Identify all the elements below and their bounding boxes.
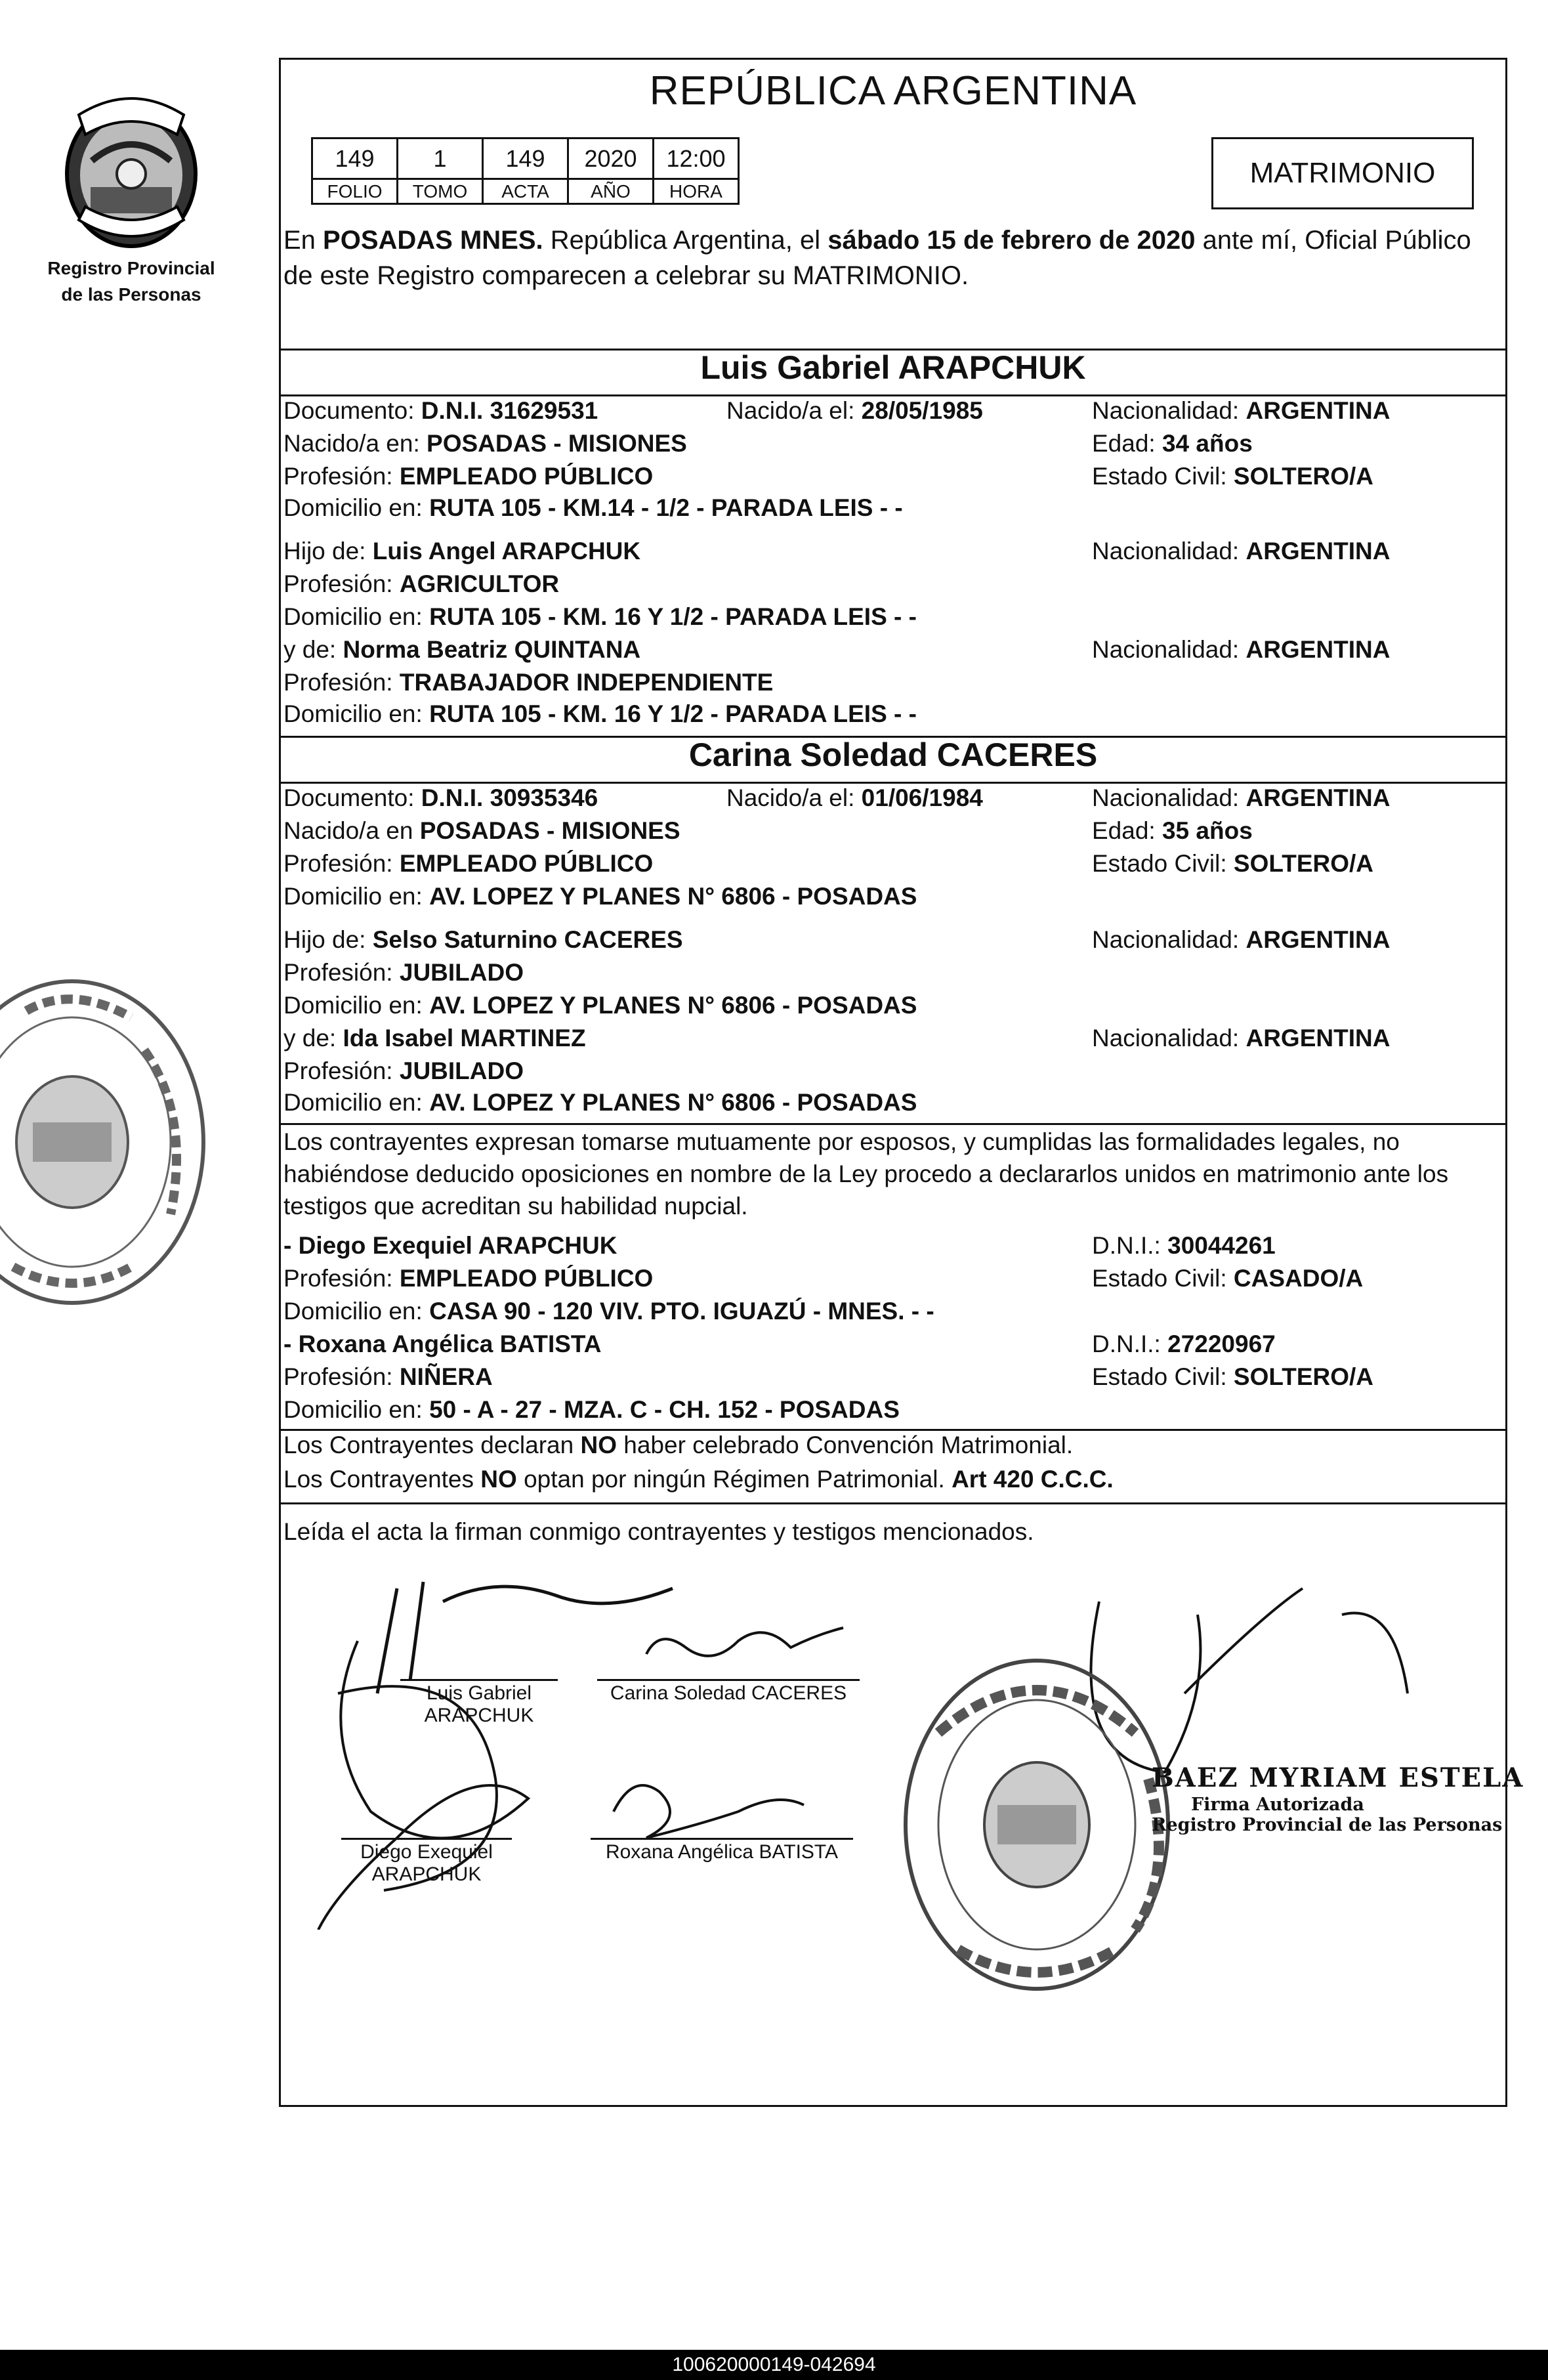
bride-name: Carina Soledad CACERES — [688, 736, 1098, 773]
groom-father-address: Domicilio en: RUTA 105 - KM. 16 Y 1/2 - PARADA LEIS - - — [283, 603, 917, 630]
witness-2-name-row: - Roxana Angélica BATISTA D.N.I.: 27220967 — [283, 1330, 1276, 1357]
logo-line-1: Registro Provincial — [47, 258, 215, 278]
groom-father-profession: Profesión: AGRICULTOR — [283, 570, 560, 597]
hour-value: 12:00 — [654, 138, 739, 179]
groom-signature: Luis Gabriel ARAPCHUK — [400, 1679, 558, 1727]
declaration-paragraph: Los contrayentes expresan tomarse mutuamente por esposos, y cumplidas las formalidades legales, no habiéndose deducido oposiciones en nombre de la Ley procedo a declararlos unidos en matrimonio ante los testigos que acreditan su habilidad nupcial. — [283, 1128, 1449, 1220]
bride-row-birthplace: Nacido/a en POSADAS - MISIONES Edad: 35 años — [283, 817, 1253, 844]
bride-signature: Carina Soledad CACERES — [597, 1679, 860, 1705]
groom-mother-profession: Profesión: TRABAJADOR INDEPENDIENTE — [283, 669, 774, 696]
regime-line: Los Contrayentes NO optan por ningún Régimen Patrimonial. Art 420 C.C.C. — [283, 1466, 1114, 1493]
bride-father-address: Domicilio en: AV. LOPEZ Y PLANES N° 6806 - POSADAS — [283, 992, 917, 1019]
folio-value: 149 — [312, 138, 398, 179]
witness-1-name-row: - Diego Exequiel ARAPCHUK D.N.I.: 30044261 — [283, 1232, 1276, 1259]
tomo-value: 1 — [398, 138, 483, 179]
groom-row-address: Domicilio en: RUTA 105 - KM.14 - 1/2 - PARADA LEIS - - — [283, 494, 903, 521]
bride-row-address: Domicilio en: AV. LOPEZ Y PLANES N° 6806 - POSADAS — [283, 883, 917, 910]
groom-row-birthplace: Nacido/a en: POSADAS - MISIONES Edad: 34 años — [283, 430, 1253, 457]
groom-father-row: Hijo de: Luis Angel ARAPCHUK Nacionalidad: ARGENTINA — [283, 538, 1391, 564]
groom-mother-address: Domicilio en: RUTA 105 - KM. 16 Y 1/2 - PARADA LEIS - - — [283, 700, 917, 727]
folio-label: FOLIO — [312, 179, 398, 204]
closing-line: Leída el acta la firman conmigo contrayentes y testigos mencionados. — [283, 1518, 1034, 1545]
bride-row-document: Documento: D.N.I. 30935346 Nacido/a el: 01/06/1984 Nacionalidad: ARGENTINA — [283, 784, 1391, 811]
witness-1-address-row: Domicilio en: CASA 90 - 120 VIV. PTO. IGUAZÚ - MNES. - - — [283, 1298, 934, 1325]
bride-mother-row: y de: Ida Isabel MARTINEZ Nacionalidad: ARGENTINA — [283, 1025, 1391, 1052]
year-label: AÑO — [568, 179, 654, 204]
witness-1-profession-row: Profesión: EMPLEADO PÚBLICO Estado Civil: CASADO/A — [283, 1265, 1364, 1292]
acta-label: ACTA — [483, 179, 568, 204]
act-type-box: MATRIMONIO — [1211, 137, 1474, 209]
document-barcode-footer: 100620000149-042694 — [0, 2350, 1548, 2380]
bride-father-row: Hijo de: Selso Saturnino CACERES Nacionalidad: ARGENTINA — [283, 926, 1391, 953]
year-value: 2020 — [568, 138, 654, 179]
official-registry-stamp — [899, 1654, 1175, 1995]
witness-2-profession-row: Profesión: NIÑERA Estado Civil: SOLTERO/A — [283, 1363, 1374, 1390]
intro-paragraph: En POSADAS MNES. República Argentina, el sábado 15 de febrero de 2020 ante mí, Oficial Público de este Registro comparecen a celebrar su MATRIMONIO. — [283, 226, 1471, 290]
bride-father-profession: Profesión: JUBILADO — [283, 959, 524, 986]
bride-mother-profession: Profesión: JUBILADO — [283, 1057, 524, 1084]
province-shield-icon — [52, 89, 210, 253]
divider — [281, 1502, 1505, 1504]
acta-value: 149 — [483, 138, 568, 179]
registry-numbers-table — [311, 137, 740, 205]
country-title: REPÚBLICA ARGENTINA — [649, 68, 1137, 114]
left-official-seal — [0, 958, 223, 1326]
divider — [281, 1123, 1505, 1125]
bride-mother-address: Domicilio en: AV. LOPEZ Y PLANES N° 6806 - POSADAS — [283, 1089, 917, 1116]
convention-line: Los Contrayentes declaran NO haber celebrado Convención Matrimonial. — [283, 1432, 1074, 1458]
witness-2-signature: Roxana Angélica BATISTA — [591, 1838, 853, 1863]
groom-row-profession: Profesión: EMPLEADO PÚBLICO Estado Civil: SOLTERO/A — [283, 463, 1374, 490]
witness-1-signature: Diego Exequiel ARAPCHUK — [341, 1838, 512, 1886]
groom-row-document: Documento: D.N.I. 31629531 Nacido/a el: 28/05/1985 Nacionalidad: ARGENTINA — [283, 397, 1391, 424]
logo-line-2: de las Personas — [61, 284, 201, 305]
groom-name: Luis Gabriel ARAPCHUK — [700, 349, 1086, 386]
groom-mother-row: y de: Norma Beatriz QUINTANA Nacionalidad: ARGENTINA — [283, 636, 1391, 663]
hour-label: HORA — [654, 179, 739, 204]
authorized-signer-stamp: BAEZ MYRIAM ESTELA Firma Autorizada Registro Provincial de las Personas — [1152, 1762, 1524, 1835]
bride-row-profession: Profesión: EMPLEADO PÚBLICO Estado Civil: SOLTERO/A — [283, 850, 1374, 877]
registry-logo — [46, 89, 217, 312]
tomo-label: TOMO — [398, 179, 483, 204]
witness-2-address-row: Domicilio en: 50 - A - 27 - MZA. C - CH. 152 - POSADAS — [283, 1396, 900, 1423]
